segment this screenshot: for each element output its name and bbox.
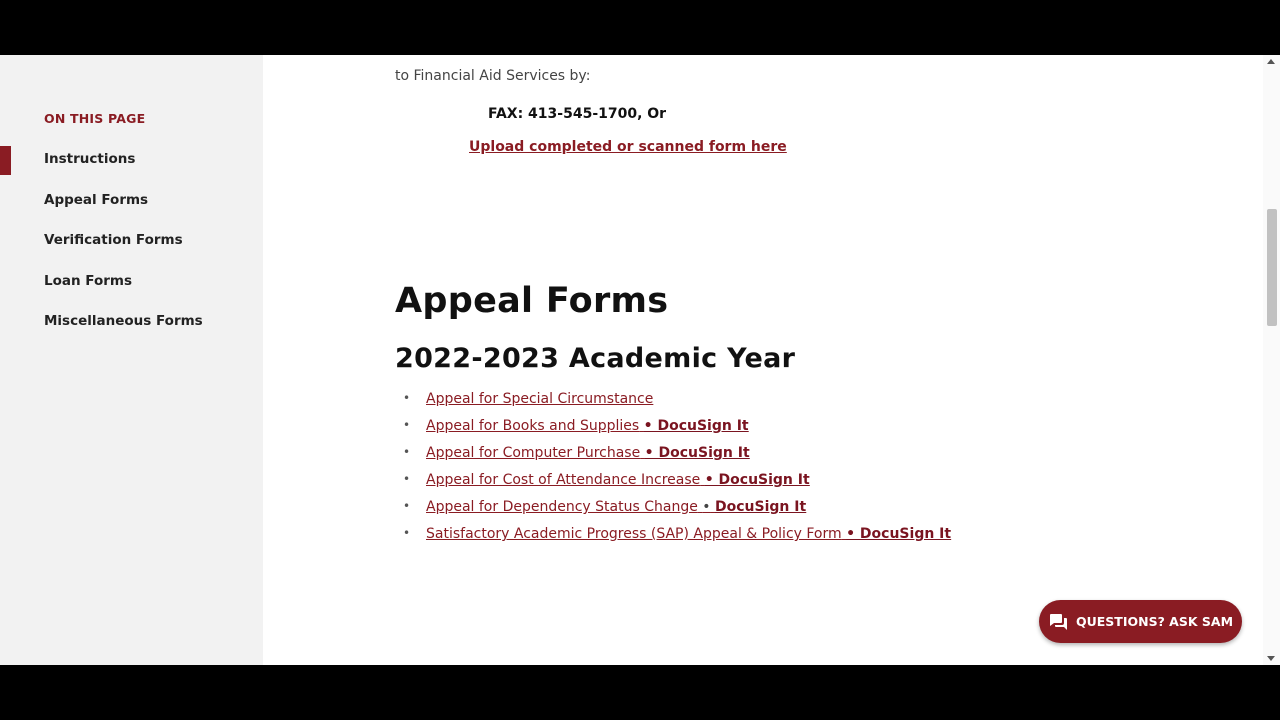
sidebar-item-verification-forms[interactable]: Verification Forms [44,232,183,248]
bullet: • [403,499,411,513]
ask-sam-chat-button[interactable] [1039,600,1242,643]
video-letterbox-bottom [0,665,1280,720]
chat-bubbles-icon [1048,613,1068,631]
bullet: • [403,418,411,432]
active-indicator [0,146,11,175]
page-section-heading: Appeal Forms [395,281,669,321]
sidebar-item-instructions[interactable]: Instructions [44,151,136,167]
bullet: • [403,391,411,405]
form-link[interactable]: Satisfactory Academic Progress (SAP) Appeal & Policy Form [426,526,842,542]
sidebar-heading: ON THIS PAGE [44,111,146,126]
upload-form-link[interactable]: Upload completed or scanned form here [469,139,787,155]
separator: • [702,499,711,515]
docusign-link[interactable]: • DocuSign It [846,526,952,542]
sidebar-item-loan-forms[interactable]: Loan Forms [44,273,133,289]
bullet: • [403,472,411,486]
page-scrollbar[interactable] [1263,55,1280,665]
on-this-page-sidebar [0,55,263,665]
scroll-thumb[interactable] [1267,209,1277,326]
form-link-books-supplies [426,418,749,434]
form-link[interactable]: Appeal for Books and Supplies [426,418,640,434]
form-link-sap-appeal [426,526,951,542]
docusign-link[interactable]: • DocuSign It [643,418,749,434]
main-content [263,55,1263,665]
academic-year-heading: 2022-2023 Academic Year [395,343,796,374]
browser-viewport [0,55,1280,665]
video-letterbox-top [0,0,1280,55]
bullet: • [403,526,411,540]
scroll-up-arrow-icon[interactable] [1267,59,1275,64]
docusign-link[interactable]: • DocuSign It [644,445,750,461]
sidebar-item-appeal-forms[interactable]: Appeal Forms [44,192,149,208]
form-link-special-circumstance[interactable]: Appeal for Special Circumstance [426,391,654,407]
sidebar-item-miscellaneous-forms[interactable]: Miscellaneous Forms [44,313,203,329]
chat-button-label: QUESTIONS? ASK SAM [1075,614,1234,629]
form-link-dependency-status [426,499,806,515]
form-link[interactable]: Appeal for Cost of Attendance Increase [426,472,701,488]
intro-text: to Financial Aid Services by: [395,68,591,84]
form-link-cost-attendance [426,472,810,488]
form-link[interactable]: Appeal for Dependency Status Change [426,499,698,515]
docusign-link[interactable]: • DocuSign It [704,472,810,488]
form-link[interactable]: Appeal for Computer Purchase [426,445,641,461]
docusign-link[interactable]: DocuSign It [715,499,807,515]
bullet: • [403,445,411,459]
form-link-computer-purchase [426,445,750,461]
fax-number: FAX: 413-545-1700, Or [488,106,667,122]
scroll-down-arrow-icon[interactable] [1267,656,1275,661]
